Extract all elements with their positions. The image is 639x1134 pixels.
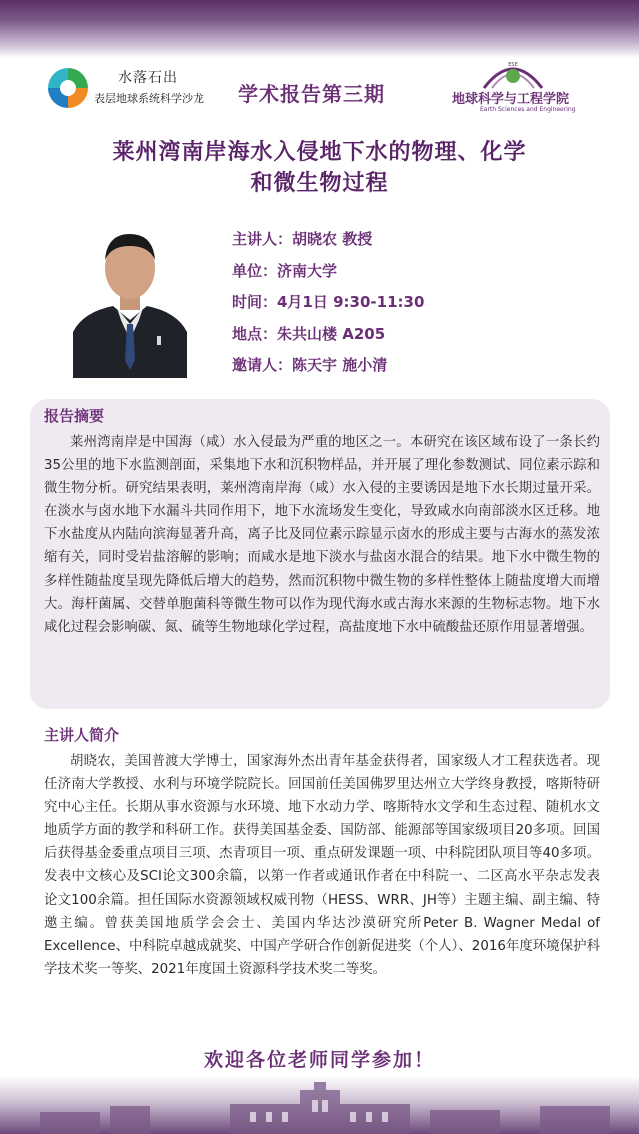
abstract-text: 莱州湾南岸是中国海（咸）水入侵最为严重的地区之一。本研究在该区域布设了一条长约35公里的地下水监测剖面，采集地下水和沉积物样品，并开展了理化参数测试、同位素示踪和微生物分析。研究结果表明，莱州湾南岸海（咸）水入侵的主要诱因是地下水长期过量开采。在淡水与卤水地下水漏斗共同作用下，地下水流场发生变化，导致咸水向南部淡水区迁移。地下水盐度从内陆向滨海显著升高，离子比及同位素示踪显示卤水的形成主要与古海水的蒸发浓缩有关，同时受岩盐溶解的影响；而咸水是地下淡水与盐卤水混合的结果。地下水中微生物的多样性随盐度呈现先降低后增大的趋势，然而沉积物中微生物的多样性整体上随盐度增大而增大。海杆菌属、交替单胞菌科等微生物可以作为现代海水或古海水来源的生物标志物。地下水咸化过程会影响碳、氮、硫等生物地球化学过程，高盐度地下水中硫酸盐还原作用显著增强。 <box>44 435 600 635</box>
header <box>0 58 639 128</box>
school-name-en: Earth Sciences and Engineering <box>480 106 576 113</box>
talk-place: 地点：朱共山楼 A205 <box>232 324 386 343</box>
campus-skyline-illustration <box>0 1076 639 1134</box>
salon-name: 水落石出 <box>118 70 178 86</box>
issue-title: 学术报告第三期 <box>238 82 385 106</box>
welcome-message: 欢迎各位老师同学参加！ <box>203 1049 435 1071</box>
speaker-name: 主讲人：胡晓农 教授 <box>232 230 373 248</box>
bio-heading: 主讲人简介 <box>44 726 120 744</box>
speaker-photo <box>73 220 187 378</box>
speaker-affiliation: 单位：济南大学 <box>232 261 338 280</box>
talk-title-line2: 和微生物过程 <box>250 171 389 196</box>
top-gradient-band <box>0 0 639 58</box>
talk-title <box>40 137 599 199</box>
school-logo-text: ESE <box>508 62 518 68</box>
talk-title-line1: 莱州湾南岸海水入侵地下水的物理、化学 <box>112 140 527 165</box>
salon-logo-icon <box>46 66 90 110</box>
talk-inviter: 邀请人：陈天宇 施小清 <box>232 356 388 374</box>
bio-text: 胡晓农，美国普渡大学博士，国家海外杰出青年基金获得者，国家级人才工程获选者。现任济南大学教授、水利与环境学院院长。回国前任美国佛罗里达州立大学终身教授，喀斯特研究中心主任。长期从事水资源与水环境、地下水动力学、喀斯特水文学和生态过程、随机水文地质学方面的教学和科研工作。获得美国基金委、国防部、能源部等国家级项目20多项。回国后获得基金委重点项目三项、杰青项目一项、重点研发课题一项、中科院团队项目等40多项。发表中文核心及SCI论文300余篇，以第一作者或通讯作者在中科院一、二区高水平杂志发表论文100余篇。担任国际水资源领域权威刊物（HESS、WRR、JH等）主题主编、副主编、特邀主编。曾获美国地质学会会士、美国内华达沙漠研究所Peter B. Wagner Medal of Excellence、中科院卓越成就奖、中国产学研合作创新促进奖（个人）、2016年度环境保护科学技术奖一等奖、2021年度国土资源科学技术奖二等奖。 <box>44 754 600 977</box>
school-name: 地球科学与工程学院 <box>452 92 570 107</box>
talk-info <box>232 226 424 384</box>
talk-time: 时间：4月1日 9:30-11:30 <box>232 293 425 311</box>
school-logo-icon <box>478 56 548 92</box>
salon-subtitle: 表层地球系统科学沙龙 <box>94 92 204 105</box>
abstract-heading: 报告摘要 <box>44 407 105 425</box>
